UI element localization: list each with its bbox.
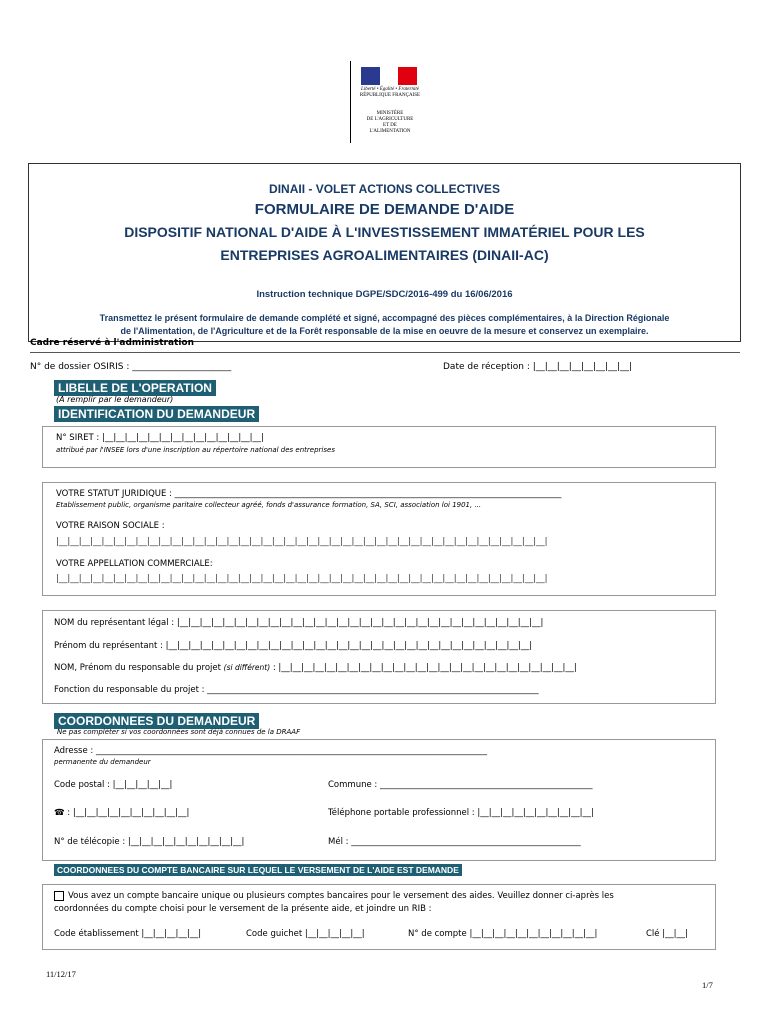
mel-field[interactable]: Mél : ______________________________________________________ [328, 837, 581, 847]
logo-ministry-1: MINISTÈRE [376, 111, 404, 116]
banque-text [54, 890, 712, 916]
logo-ministry-4: L'ALIMENTATION [369, 129, 411, 134]
admin-title: Cadre réservé à l'administration [30, 338, 195, 348]
section-operation: LIBELLE DE L'OPERATION [54, 380, 216, 396]
siret-field[interactable]: N° SIRET : |__|__|__|__|__|__|__|__|__|__|__|__|__|__| [56, 433, 264, 443]
raison-label: VOTRE RAISON SOCIALE : [56, 521, 165, 531]
operation-note: (A remplir par le demandeur) [56, 395, 174, 404]
admin-divider [30, 352, 740, 353]
raison-boxes[interactable]: |__|__|__|__|__|__|__|__|__|__|__|__|__|__|__|__|__|__|__|__|__|__|__|__|__|__|__|__|__|__|__|__|__|__|__|__|__|__|__|__|__|__|__| [56, 537, 548, 547]
responsable-boxes: : |__|__|__|__|__|__|__|__|__|__|__|__|__|__|__|__|__|__|__|__|__|__|__|__|__|__| [270, 663, 577, 673]
header-line1: DINAII - VOLET ACTIONS COLLECTIVES [269, 182, 500, 196]
cle-field[interactable]: Clé |__|__| [646, 929, 688, 939]
code-guichet-field[interactable]: Code guichet |__|__|__|__|__| [246, 929, 365, 939]
numero-compte-field[interactable]: N° de compte |__|__|__|__|__|__|__|__|__|__|__| [408, 929, 598, 939]
telecopie-field[interactable]: N° de télécopie : |__|__|__|__|__|__|__|__|__|__| [54, 837, 245, 847]
adresse-field[interactable]: Adresse : ____________________________________________________________________________________________ [54, 746, 487, 756]
transmit-line1: Transmettez le présent formulaire de demande complété et signé, accompagné des pièces complémentaires, à la Direction Régionale [99, 313, 670, 323]
code-postal-field[interactable]: Code postal : |__|__|__|__|__| [54, 780, 173, 790]
header-line4: ENTREPRISES AGROALIMENTAIRES (DINAII-AC) [220, 247, 549, 263]
logo-ministry-2: DE L'AGRICULTURE [366, 117, 414, 122]
appellation-boxes[interactable]: |__|__|__|__|__|__|__|__|__|__|__|__|__|__|__|__|__|__|__|__|__|__|__|__|__|__|__|__|__|__|__|__|__|__|__|__|__|__|__|__|__|__|__| [56, 574, 548, 584]
responsable-field[interactable] [54, 663, 577, 673]
footer-date: 11/12/17 [46, 969, 76, 979]
siret-note: attribué par l'INSEE lors d'une inscription au répertoire national des entreprises [56, 446, 335, 454]
osiris-field[interactable]: N° de dossier OSIRIS : ______________________ [30, 362, 232, 372]
page-number: 1/7 [702, 980, 713, 990]
logo-motto: Liberté • Égalité • Fraternité [361, 87, 419, 92]
logo-ministry-3: ET DE [383, 123, 397, 128]
telephone-field[interactable]: ☎ : |__|__|__|__|__|__|__|__|__|__| [54, 808, 190, 818]
responsable-label: NOM, Prénom du responsable du projet [54, 663, 224, 673]
section-identification: IDENTIFICATION DU DEMANDEUR [54, 406, 259, 422]
logo-republic: RÉPUBLIQUE FRANÇAISE [359, 93, 421, 98]
commune-field[interactable]: Commune : __________________________________________________ [328, 780, 593, 790]
section-banque: COORDONNEES DU COMPTE BANCAIRE SUR LEQUEL LE VERSEMENT DE L'AIDE EST DEMANDE [54, 864, 462, 876]
portable-field[interactable]: Téléphone portable professionnel : |__|__|__|__|__|__|__|__|__|__| [328, 808, 594, 818]
checkbox-icon[interactable] [54, 891, 64, 901]
coordonnees-note: Ne pas compléter si vos coordonnées sont déjà connues de la DRAAF [57, 728, 301, 736]
statut-field[interactable]: VOTRE STATUT JURIDIQUE : ___________________________________________________________________________________________ [56, 489, 562, 499]
header-line3: DISPOSITIF NATIONAL D'AIDE À L'INVESTISSEMENT IMMATÉRIEL POUR LES [124, 224, 645, 240]
marianne-flag-icon [361, 67, 417, 85]
transmit-line2: de l'Alimentation, de l'Agriculture et de la Forêt responsable de la mise en oeuvre de la mesure et conservez un exemplaire. [120, 326, 649, 336]
prenom-representant-field[interactable]: Prénom du représentant : |__|__|__|__|__|__|__|__|__|__|__|__|__|__|__|__|__|__|__|__|__|__|__|__|__|__|__|__|__|__|__|__| [54, 641, 533, 651]
header-box [28, 163, 741, 342]
banque-text-2: coordonnées du compte choisi pour le versement de la présente aide, et joindre un RIB : [54, 904, 432, 914]
statut-note: Etablissement public, organisme paritaire collecteur agréé, fonds d'assurance formation, SA, SCI, association loi 1901, ... [56, 501, 482, 509]
reception-date-field[interactable]: Date de réception : |__|__|__|__|__|__|__|__| [443, 362, 633, 372]
instruction-ref: Instruction technique DGPE/SDC/2016-499 du 16/06/2016 [256, 289, 513, 300]
responsable-qualifier: (si différent) [223, 663, 271, 672]
ministry-logo [350, 61, 429, 143]
fonction-field[interactable]: Fonction du responsable du projet : ______________________________________________________________________________ [54, 685, 539, 695]
banque-text-1: Vous avez un compte bancaire unique ou plusieurs comptes bancaires pour le versement des aides. Veuillez donner ci-après les [68, 891, 614, 901]
header-line2: FORMULAIRE DE DEMANDE D'AIDE [254, 201, 515, 218]
appellation-label: VOTRE APPELLATION COMMERCIALE: [56, 559, 213, 569]
nom-representant-field[interactable]: NOM du représentant légal : |__|__|__|__|__|__|__|__|__|__|__|__|__|__|__|__|__|__|__|__|__|__|__|__|__|__|__|__|__|__|__|__| [54, 618, 544, 628]
adresse-note: permanente du demandeur [54, 758, 151, 766]
code-etablissement-field[interactable]: Code établissement |__|__|__|__|__| [54, 929, 202, 939]
section-coordonnees: COORDONNEES DU DEMANDEUR [54, 713, 259, 729]
